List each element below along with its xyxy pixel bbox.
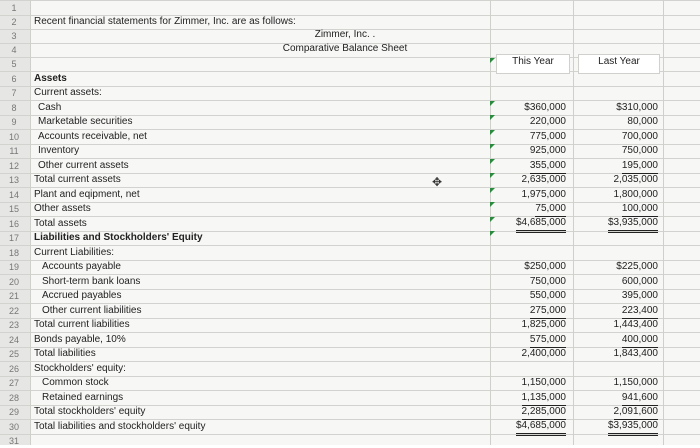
value-this-year[interactable]: 2,635,000 — [521, 174, 566, 185]
last-year-header: Last Year — [598, 56, 640, 67]
row-number[interactable]: 5 — [11, 59, 17, 69]
row-label: Other current liabilities — [42, 305, 142, 316]
value-this-year[interactable]: 355,000 — [530, 159, 566, 174]
value-this-year[interactable]: 220,000 — [529, 116, 566, 127]
row-number[interactable]: 14 — [8, 190, 19, 200]
value-this-year[interactable]: $4,685,000 — [516, 419, 566, 436]
value-this-year[interactable]: 1,975,000 — [521, 189, 566, 200]
row-number[interactable]: 30 — [8, 422, 19, 432]
row-label: Other assets — [34, 203, 91, 214]
company-name: Zimmer, Inc. . — [314, 29, 376, 40]
row-label: Marketable securities — [38, 116, 133, 127]
value-last-year[interactable]: 1,443,400 — [613, 319, 658, 330]
row-number[interactable]: 17 — [8, 233, 19, 243]
row-number[interactable]: 27 — [8, 378, 19, 388]
row-number[interactable]: 1 — [11, 3, 17, 13]
this-year-header: This Year — [512, 56, 554, 67]
row-number[interactable]: 10 — [8, 132, 19, 142]
row-number[interactable]: 13 — [8, 175, 19, 185]
equity-heading: Stockholders' equity: — [34, 363, 126, 374]
current-liabilities-heading: Current Liabilities: — [34, 247, 115, 258]
row-label: Accrued payables — [42, 290, 122, 301]
row-number[interactable]: 25 — [8, 349, 19, 359]
row-number[interactable]: 26 — [8, 364, 19, 374]
value-this-year[interactable]: 275,000 — [530, 304, 566, 319]
intro-text: Recent financial statements for Zimmer, Inc. are as follows: — [34, 16, 296, 27]
value-last-year[interactable]: 750,000 — [621, 145, 658, 156]
value-last-year[interactable]: 400,000 — [622, 333, 658, 348]
value-this-year[interactable]: 925,000 — [529, 145, 566, 156]
liabilities-heading: Liabilities and Stockholders' Equity — [34, 232, 203, 243]
value-this-year[interactable]: 2,285,000 — [522, 405, 567, 420]
row-label: Bonds payable, 10% — [34, 334, 126, 345]
value-this-year[interactable]: 750,000 — [529, 276, 566, 287]
row-number[interactable]: 31 — [8, 436, 19, 446]
value-this-year[interactable]: 575,000 — [530, 333, 566, 348]
row-number[interactable]: 12 — [8, 161, 19, 171]
row-label: Accounts payable — [42, 261, 121, 272]
row-number[interactable]: 28 — [8, 393, 19, 403]
value-last-year[interactable]: $3,935,000 — [608, 419, 658, 436]
value-this-year[interactable]: 75,000 — [535, 202, 566, 217]
value-this-year[interactable]: 775,000 — [529, 131, 566, 142]
row-label: Total liabilities — [34, 348, 96, 359]
row-number[interactable]: 18 — [8, 248, 19, 258]
value-last-year[interactable]: $3,935,000 — [608, 216, 658, 233]
value-this-year[interactable]: $4,685,000 — [516, 216, 566, 233]
value-last-year[interactable]: 223,400 — [622, 304, 658, 319]
row-number[interactable]: 19 — [8, 262, 19, 272]
row-label: Total current assets — [34, 174, 121, 185]
row-number[interactable]: 11 — [9, 146, 19, 156]
row-number[interactable]: 7 — [11, 88, 17, 98]
value-last-year[interactable]: 600,000 — [621, 276, 658, 287]
value-last-year[interactable]: 2,091,600 — [614, 405, 659, 420]
value-last-year[interactable]: 395,000 — [621, 290, 658, 301]
value-this-year[interactable]: 1,150,000 — [521, 377, 566, 388]
value-last-year[interactable]: 100,000 — [622, 202, 658, 217]
value-last-year[interactable]: 195,000 — [622, 159, 658, 174]
row-label: Accounts receivable, net — [38, 131, 147, 142]
statement-title: Comparative Balance Sheet — [282, 43, 408, 54]
value-this-year[interactable]: $360,000 — [524, 102, 566, 113]
assets-heading: Assets — [34, 73, 67, 84]
row-number[interactable]: 4 — [11, 45, 17, 55]
row-number[interactable]: 6 — [11, 74, 17, 84]
value-this-year[interactable]: 2,400,000 — [521, 348, 566, 359]
row-number[interactable]: 22 — [8, 306, 19, 316]
value-last-year[interactable]: 700,000 — [621, 131, 658, 142]
value-last-year[interactable]: 941,600 — [622, 391, 658, 406]
value-last-year[interactable]: $310,000 — [616, 102, 658, 113]
value-last-year[interactable]: 1,843,400 — [613, 348, 658, 359]
row-label: Total current liabilities — [34, 319, 130, 330]
row-number[interactable]: 21 — [8, 291, 19, 301]
row-number[interactable]: 24 — [8, 335, 19, 345]
current-assets-heading: Current assets: — [34, 87, 102, 98]
cell-cursor-icon: ✥ — [432, 175, 443, 189]
value-last-year[interactable]: $225,000 — [616, 261, 658, 272]
row-number[interactable]: 16 — [8, 219, 19, 229]
value-last-year[interactable]: 1,150,000 — [613, 377, 658, 388]
row-label: Common stock — [42, 377, 109, 388]
row-label: Plant and eqipment, net — [34, 189, 140, 200]
row-number[interactable]: 3 — [11, 31, 17, 41]
value-last-year[interactable]: 80,000 — [627, 116, 658, 127]
row-label: Retained earnings — [42, 392, 124, 403]
row-number[interactable]: 9 — [11, 117, 17, 127]
row-label: Total stockholders' equity — [34, 406, 146, 417]
value-last-year[interactable]: 2,035,000 — [613, 174, 658, 185]
value-this-year[interactable]: 550,000 — [529, 290, 566, 301]
value-last-year[interactable]: 1,800,000 — [613, 189, 658, 200]
row-number[interactable]: 20 — [8, 277, 19, 287]
row-number[interactable]: 8 — [11, 103, 17, 113]
row-label: Total liabilities and stockholders' equity — [34, 421, 206, 432]
row-number[interactable]: 23 — [8, 320, 19, 330]
value-this-year[interactable]: $250,000 — [524, 261, 566, 272]
row-label: Inventory — [38, 145, 80, 156]
row-label: Other current assets — [38, 160, 129, 171]
row-number[interactable]: 15 — [8, 204, 19, 214]
row-label: Total assets — [34, 218, 87, 229]
row-number[interactable]: 2 — [11, 17, 17, 27]
value-this-year[interactable]: 1,135,000 — [522, 391, 567, 406]
value-this-year[interactable]: 1,825,000 — [521, 319, 566, 330]
row-label: Cash — [38, 102, 62, 113]
row-number[interactable]: 29 — [8, 407, 19, 417]
row-label: Short-term bank loans — [42, 276, 141, 287]
